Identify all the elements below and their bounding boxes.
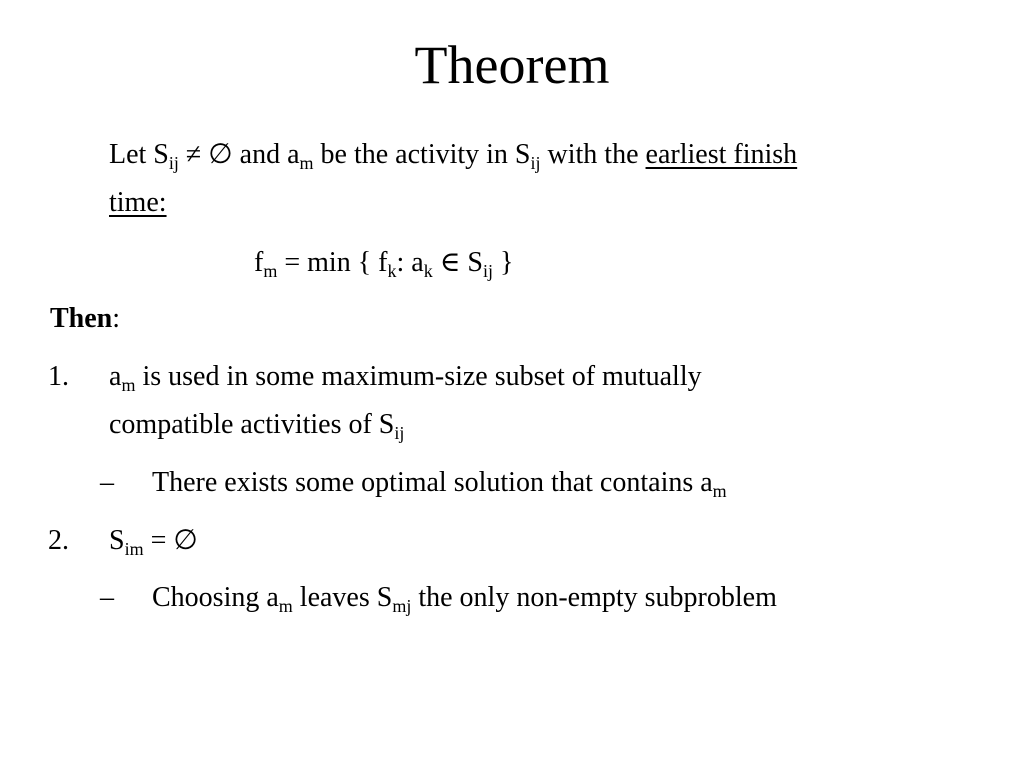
- time-underlined: time:: [109, 187, 167, 218]
- earliest-finish-underlined: earliest finish: [645, 139, 798, 170]
- sub-bullet-text: Choosing $a_m$ leaves $S_{mj}$ the only non-empty subproblem: [152, 582, 777, 616]
- list-item-text: $S_{im}$ = ∅: [109, 525, 198, 559]
- then-heading: Then:: [50, 303, 121, 334]
- slide-title: Theorem: [414, 35, 610, 95]
- list-item-1-continued: compatible activities of $S_{ij}$: [109, 409, 405, 443]
- premise-line-2: [109, 186, 167, 220]
- list-number: 2.: [48, 525, 69, 556]
- formula-line: $f_m = \min$ { $f_k$: $a_k$ ∈ $S_{ij}$ }: [254, 247, 514, 281]
- premise-line: Let $S_{ij}$ ≠ ∅ and $a_m$ be the activity in $S_{ij}$ with the earliest finish: [109, 139, 798, 173]
- sub-bullet-text: There exists some optimal solution that contains $a_m$: [152, 467, 727, 501]
- dash-bullet: –: [100, 582, 114, 613]
- dash-bullet: –: [100, 467, 114, 498]
- list-item-text: $a_m$ is used in some maximum-size subset of mutually: [109, 361, 702, 395]
- list-number: 1.: [48, 361, 69, 392]
